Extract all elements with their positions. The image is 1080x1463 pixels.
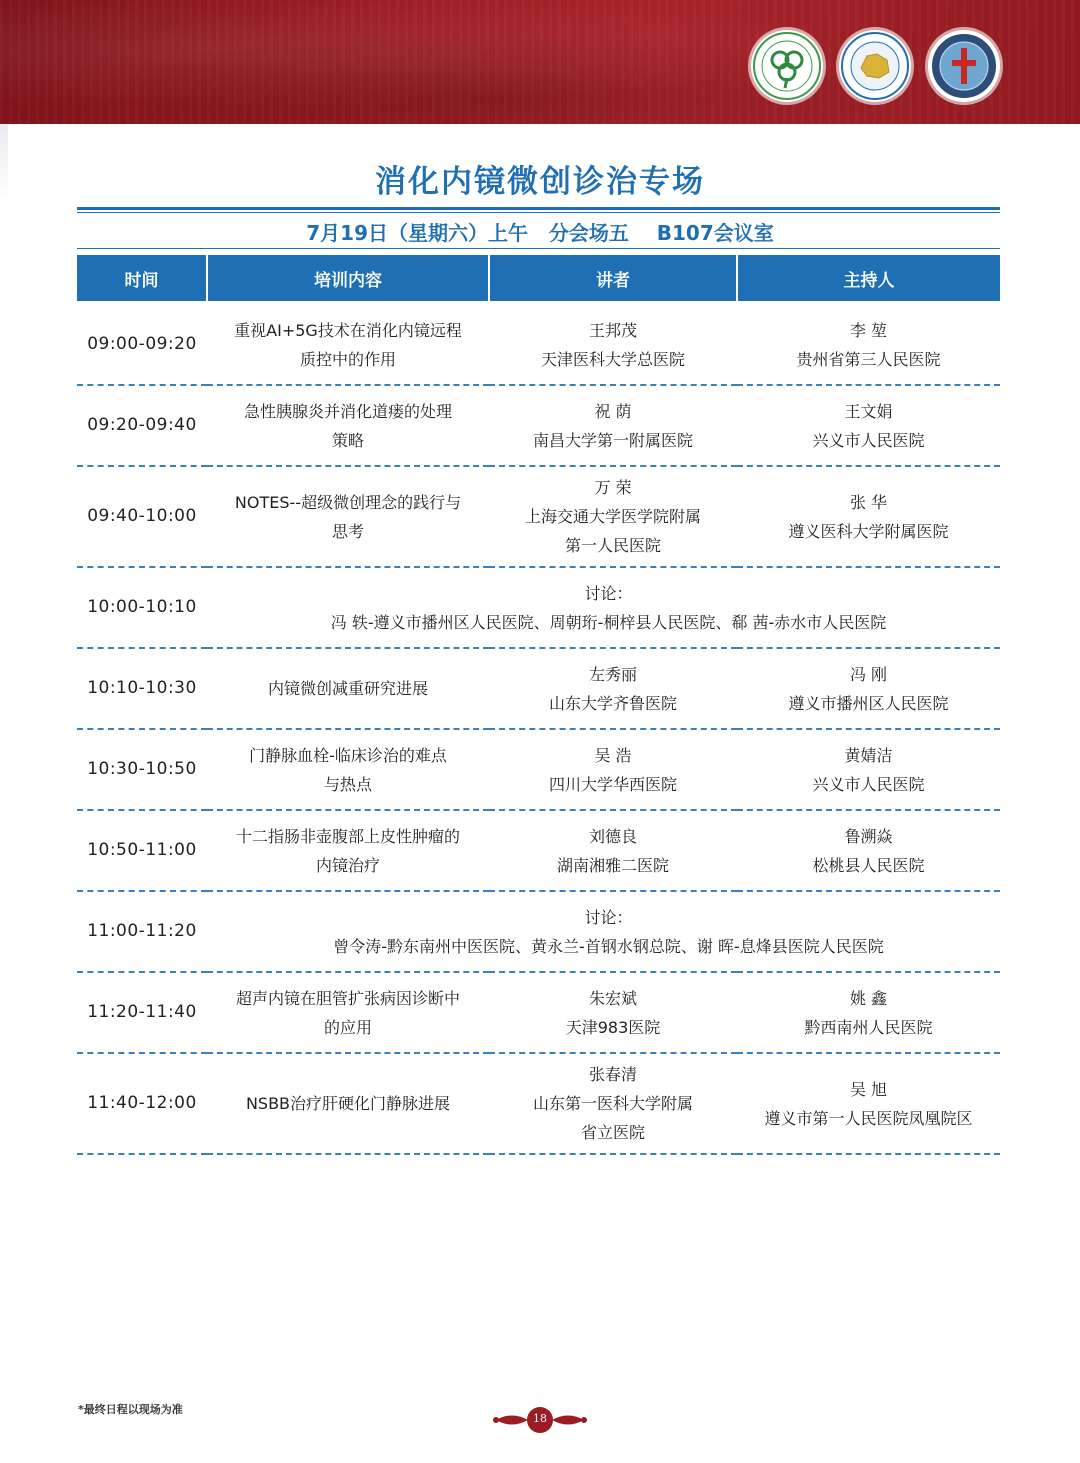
subtitle-divider <box>77 248 1000 249</box>
speaker-cell: 万 荣 上海交通大学医学院附属 第一人民医院 <box>489 466 737 567</box>
table-row <box>77 466 1000 567</box>
discussion-row <box>77 891 1000 972</box>
time-cell: 10:10-10:30 <box>77 648 207 729</box>
time-cell: 10:50-11:00 <box>77 810 207 891</box>
topic-cell: 超声内镜在胆管扩张病因诊断中 的应用 <box>207 972 489 1053</box>
health-association-logo <box>751 30 823 102</box>
table-row <box>77 385 1000 466</box>
page-title: 消化内镜微创诊治专场 <box>375 164 705 200</box>
time-cell: 09:20-09:40 <box>77 385 207 466</box>
title-divider <box>77 207 1000 213</box>
speaker-cell: 王邦茂 天津医科大学总医院 <box>489 305 737 385</box>
table-row <box>77 729 1000 810</box>
topic-cell: 十二指肠非壶腹部上皮性肿瘤的 内镜治疗 <box>207 810 489 891</box>
time-cell: 11:00-11:20 <box>77 891 207 972</box>
table-row <box>77 810 1000 891</box>
column-header-speaker: 讲者 <box>489 255 737 301</box>
time-cell: 11:20-11:40 <box>77 972 207 1053</box>
host-cell: 吴 旭 遵义市第一人民医院凤凰院区 <box>737 1053 1000 1154</box>
speaker-cell: 左秀丽 山东大学齐鲁医院 <box>489 648 737 729</box>
time-cell: 10:00-10:10 <box>77 567 207 648</box>
host-cell: 姚 鑫 黔西南州人民医院 <box>737 972 1000 1053</box>
speaker-cell: 朱宏斌 天津983医院 <box>489 972 737 1053</box>
host-cell: 黄婧洁 兴义市人民医院 <box>737 729 1000 810</box>
speaker-cell: 祝 荫 南昌大学第一附属医院 <box>489 385 737 466</box>
column-header-topic: 培训内容 <box>207 255 489 301</box>
time-cell: 09:40-10:00 <box>77 466 207 567</box>
speaker-cell: 吴 浩 四川大学华西医院 <box>489 729 737 810</box>
page-number-badge <box>492 1405 588 1435</box>
page-number: 18 <box>533 1412 547 1425</box>
host-cell: 冯 刚 遵义市播州区人民医院 <box>737 648 1000 729</box>
host-cell: 王文娟 兴义市人民医院 <box>737 385 1000 466</box>
time-cell: 10:30-10:50 <box>77 729 207 810</box>
table-row <box>77 648 1000 729</box>
time-cell: 11:40-12:00 <box>77 1053 207 1154</box>
guizhou-medical-logo <box>839 30 911 102</box>
header-banner <box>0 0 1080 124</box>
speaker-cell: 刘德良 湖南湘雅二医院 <box>489 810 737 891</box>
footnote: *最终日程以现场为准 <box>78 1403 183 1416</box>
column-header-host: 主持人 <box>737 255 1000 301</box>
discussion-cell: 讨论： 冯 轶-遵义市播州区人民医院、周朝珩-桐梓县人民医院、郗 茜-赤水市人民医院 <box>207 567 1000 648</box>
banner-texture <box>0 0 1080 124</box>
discussion-row <box>77 567 1000 648</box>
discussion-cell: 讨论： 曾令涛-黔东南州中医医院、黄永兰-首钢水钢总院、谢 晖-息烽县医院人民医院 <box>207 891 1000 972</box>
topic-cell: 内镜微创减重研究进展 <box>207 648 489 729</box>
table-row <box>77 1053 1000 1154</box>
topic-cell: NSBB治疗肝硬化门静脉进展 <box>207 1053 489 1154</box>
host-cell: 鲁溯焱 松桃县人民医院 <box>737 810 1000 891</box>
time-cell: 09:00-09:20 <box>77 305 207 385</box>
schedule-table <box>77 255 1000 1155</box>
medical-society-logo <box>928 30 1000 102</box>
topic-cell: 重视AI+5G技术在消化内镜远程 质控中的作用 <box>207 305 489 385</box>
host-cell: 张 华 遵义医科大学附属医院 <box>737 466 1000 567</box>
table-row <box>77 972 1000 1053</box>
topic-cell: 急性胰腺炎并消化道瘘的处理 策略 <box>207 385 489 466</box>
speaker-cell: 张春清 山东第一医科大学附属 省立医院 <box>489 1053 737 1154</box>
table-row <box>77 305 1000 385</box>
topic-cell: NOTES--超级微创理念的践行与 思考 <box>207 466 489 567</box>
column-header-time: 时间 <box>77 255 207 301</box>
topic-cell: 门静脉血栓-临床诊治的难点 与热点 <box>207 729 489 810</box>
host-cell: 李 堃 贵州省第三人民医院 <box>737 305 1000 385</box>
session-info: 7月19日（星期六）上午 分会场五 B107会议室 <box>306 221 774 245</box>
